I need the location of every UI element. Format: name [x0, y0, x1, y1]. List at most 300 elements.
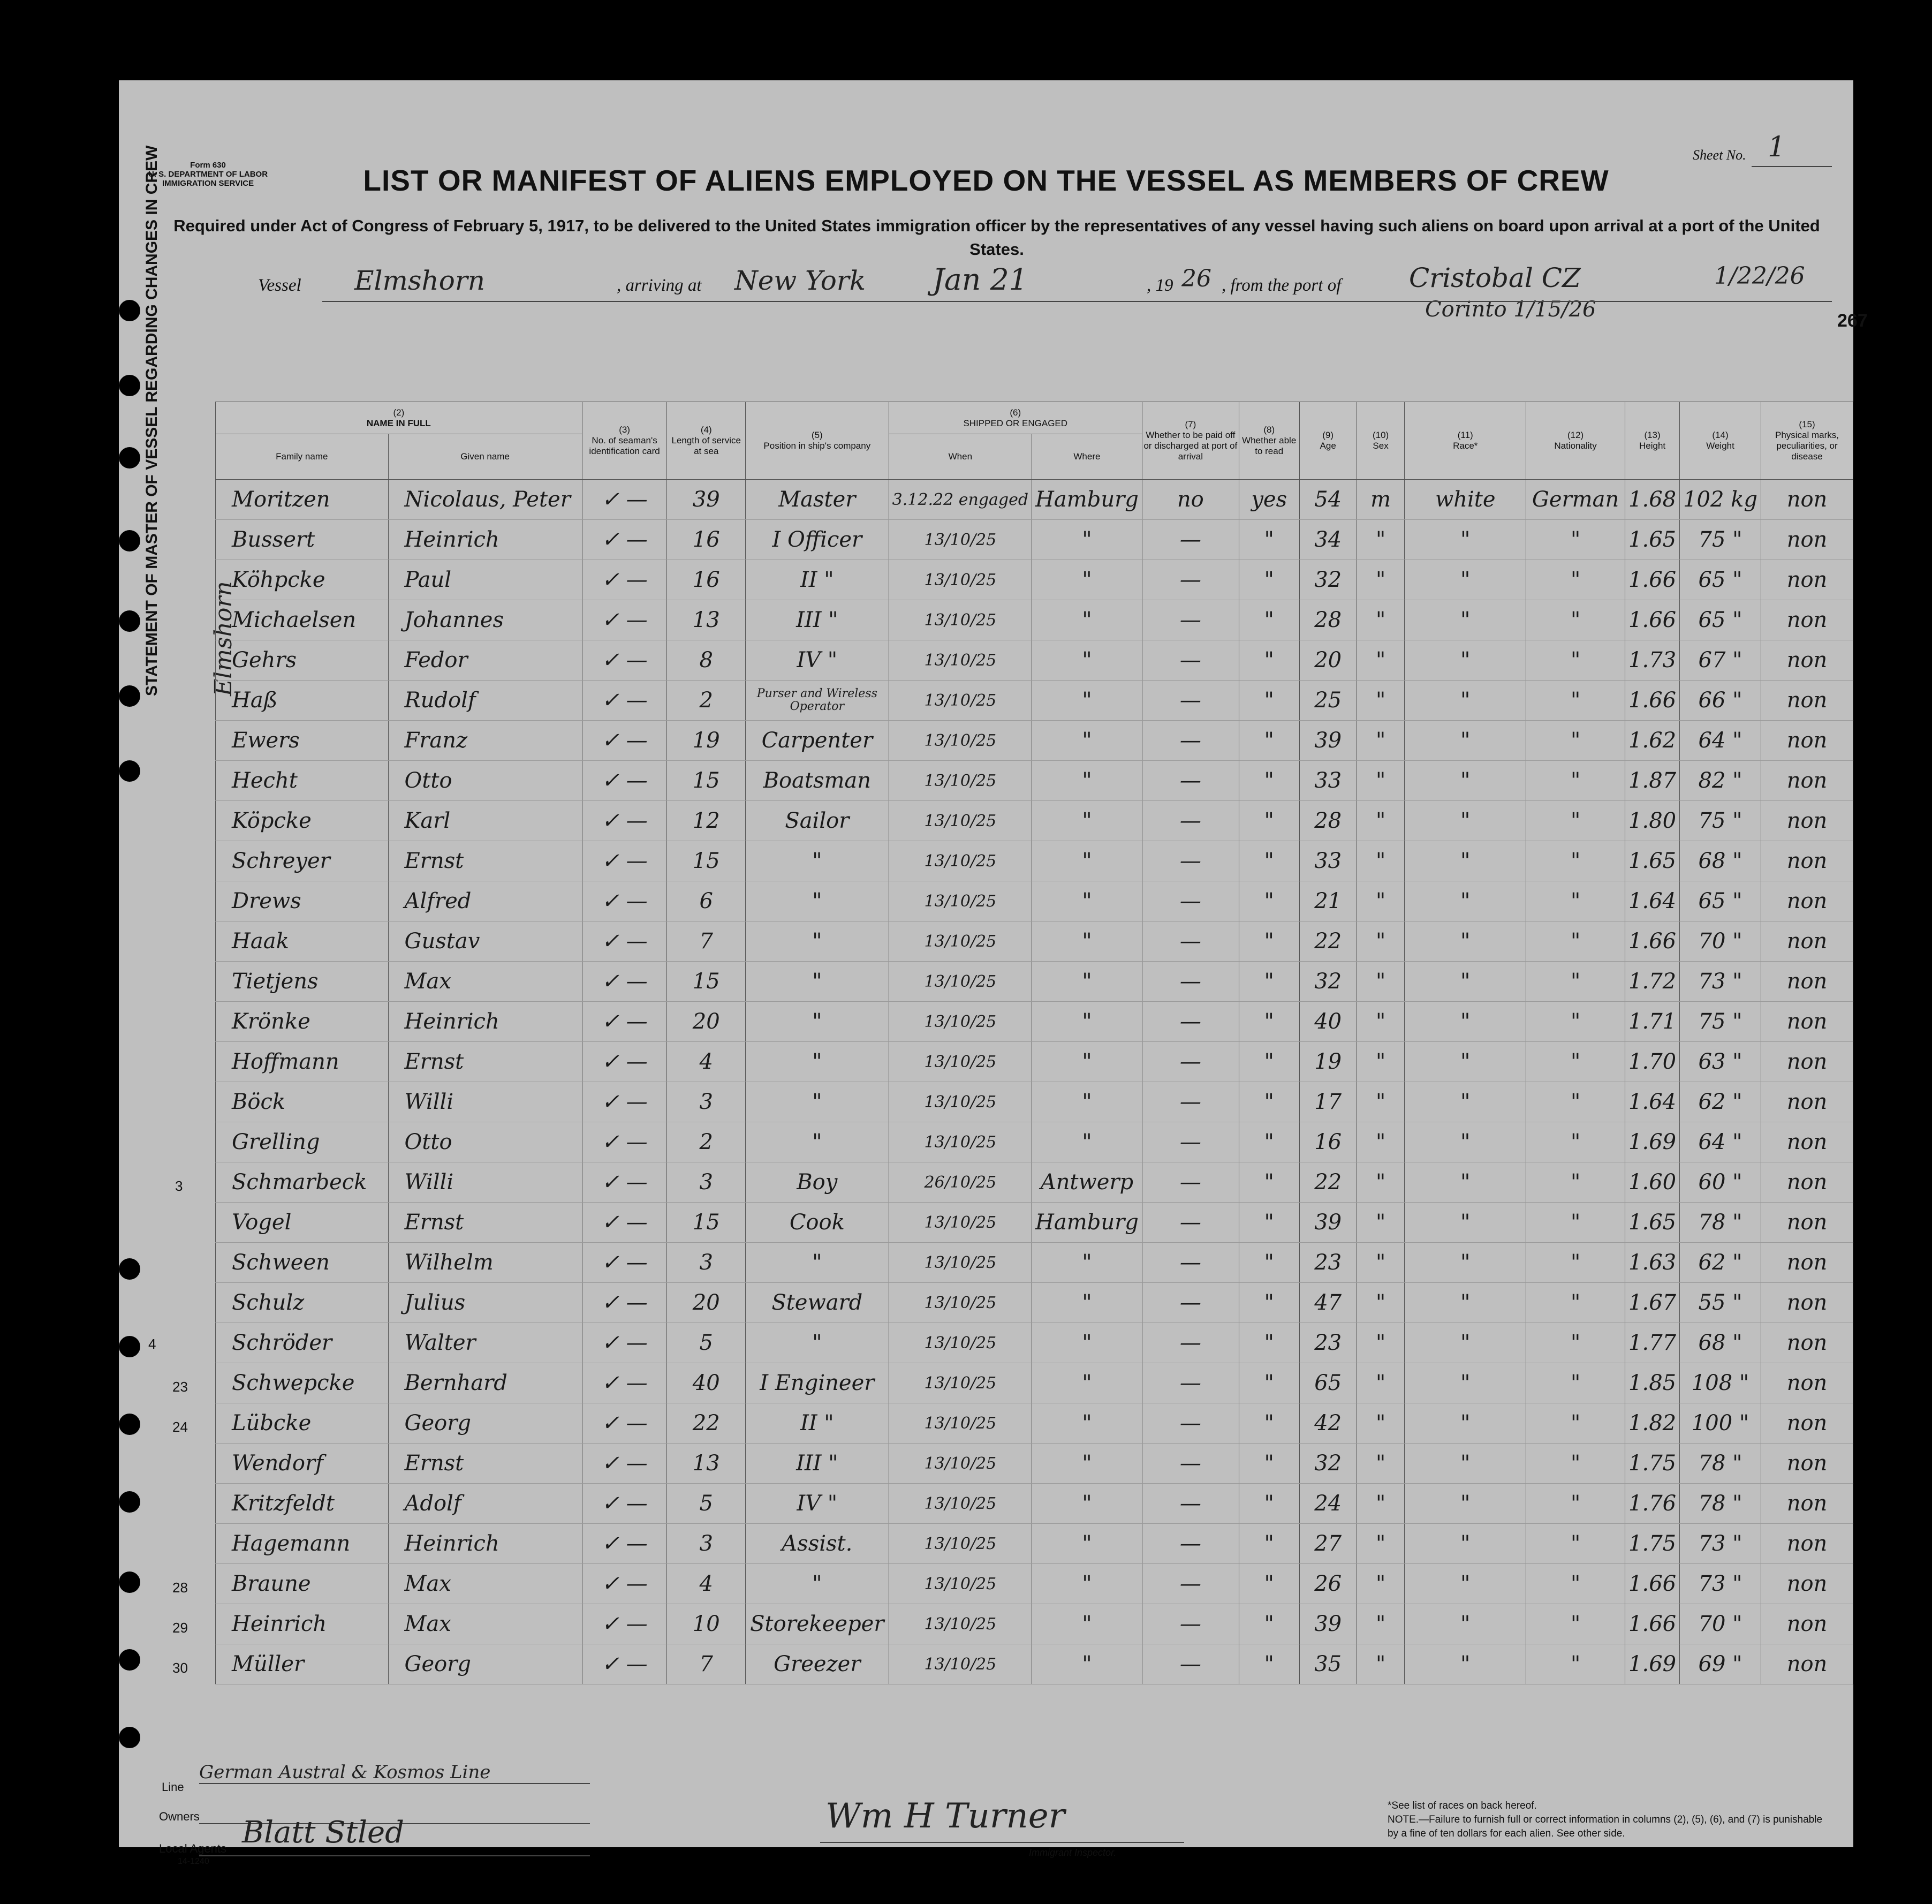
table-row [216, 1082, 1853, 1122]
weight-cell: 68 " [1680, 841, 1761, 881]
given-name-cell: Paul [388, 560, 582, 600]
sex-cell: " [1357, 1444, 1405, 1484]
position-cell: " [745, 921, 889, 962]
family-name-cell: Haß [216, 681, 389, 721]
service-length-cell: 3 [667, 1162, 746, 1203]
service-length-cell: 2 [667, 1122, 746, 1162]
form-number: Form 630 [190, 161, 226, 170]
sex-cell: " [1357, 1564, 1405, 1604]
header-nationality: Nationality [1554, 441, 1597, 451]
race-cell: " [1405, 1564, 1526, 1604]
table-row [216, 640, 1853, 681]
weight-cell: 75 " [1680, 801, 1761, 841]
able-to-read-cell: " [1239, 1243, 1299, 1283]
race-cell: " [1405, 1403, 1526, 1444]
given-name-cell: Walter [388, 1323, 582, 1363]
family-name-cell: Gehrs [216, 640, 389, 681]
nationality-cell: " [1526, 921, 1625, 962]
id-card-cell: ✓ — [582, 1203, 667, 1243]
id-card-cell: ✓ — [582, 721, 667, 761]
age-cell: 23 [1299, 1243, 1357, 1283]
nationality-cell: German [1526, 480, 1625, 520]
race-cell: " [1405, 1644, 1526, 1684]
position-cell: " [745, 1002, 889, 1042]
table-row [216, 560, 1853, 600]
age-cell: 65 [1299, 1363, 1357, 1403]
family-name-cell: Moritzen [216, 480, 389, 520]
paid-off-cell: — [1142, 681, 1239, 721]
service-length-cell: 22 [667, 1403, 746, 1444]
family-name-cell: Bussert [216, 520, 389, 560]
sex-cell: " [1357, 1524, 1405, 1564]
shipped-where-cell: " [1032, 841, 1142, 881]
col-number: (2) [393, 407, 405, 418]
sex-cell: " [1357, 1243, 1405, 1283]
header-when: When [889, 434, 1032, 480]
race-cell: " [1405, 1604, 1526, 1644]
weight-cell: 60 " [1680, 1162, 1761, 1203]
weight-cell: 73 " [1680, 1524, 1761, 1564]
height-cell: 1.65 [1625, 1203, 1680, 1243]
shipped-when-cell: 13/10/25 [889, 600, 1032, 640]
given-name-cell: Bernhard [388, 1363, 582, 1403]
weight-cell: 64 " [1680, 1122, 1761, 1162]
id-card-cell: ✓ — [582, 1323, 667, 1363]
weight-cell: 69 " [1680, 1644, 1761, 1684]
able-to-read-cell: " [1239, 1484, 1299, 1524]
paid-off-cell: — [1142, 881, 1239, 921]
nationality-cell: " [1526, 1604, 1625, 1644]
table-row [216, 881, 1853, 921]
shipped-where-cell: " [1032, 761, 1142, 801]
shipped-where-cell: " [1032, 881, 1142, 921]
table-row [216, 1122, 1853, 1162]
position-cell: " [745, 962, 889, 1002]
height-cell: 1.75 [1625, 1444, 1680, 1484]
family-name-cell: Hagemann [216, 1524, 389, 1564]
height-cell: 1.70 [1625, 1042, 1680, 1082]
nationality-cell: " [1526, 1122, 1625, 1162]
shipped-where-cell: " [1032, 1283, 1142, 1323]
header-given-name: Given name [388, 434, 582, 480]
position-cell: " [745, 1122, 889, 1162]
form-subtitle: Required under Act of Congress of February 5, 1917, to be delivered to the United States immigration officer by the representatives of any vessel having such aliens on board upon arrival at a port of the United States. [173, 216, 1820, 259]
position-cell: IV " [745, 640, 889, 681]
table-row [216, 761, 1853, 801]
able-to-read-cell: " [1239, 1283, 1299, 1323]
col-number: (4) [700, 425, 712, 435]
race-cell: " [1405, 1002, 1526, 1042]
family-name-cell: Heinrich [216, 1604, 389, 1644]
race-cell: " [1405, 1243, 1526, 1283]
shipped-where-cell: " [1032, 640, 1142, 681]
nationality-cell: " [1526, 1203, 1625, 1243]
shipped-when-cell: 13/10/25 [889, 721, 1032, 761]
table-row [216, 1444, 1853, 1484]
department-name: U. S. DEPARTMENT OF LABOR [148, 170, 268, 179]
service-length-cell: 12 [667, 801, 746, 841]
sex-cell: " [1357, 560, 1405, 600]
age-cell: 33 [1299, 841, 1357, 881]
nationality-cell: " [1526, 1524, 1625, 1564]
service-length-cell: 4 [667, 1564, 746, 1604]
punch-hole [119, 530, 140, 551]
table-row [216, 1524, 1853, 1564]
position-cell: " [745, 1042, 889, 1082]
shipped-where-cell: " [1032, 1082, 1142, 1122]
id-card-cell: ✓ — [582, 1363, 667, 1403]
able-to-read-cell: " [1239, 1323, 1299, 1363]
position-cell: Boatsman [745, 761, 889, 801]
header-where: Where [1032, 434, 1142, 480]
physical-marks-cell: non [1761, 801, 1853, 841]
height-cell: 1.66 [1625, 1564, 1680, 1604]
nationality-cell: " [1526, 1243, 1625, 1283]
able-to-read-cell: " [1239, 1363, 1299, 1403]
shipped-where-cell: " [1032, 1644, 1142, 1684]
nationality-cell: " [1526, 1082, 1625, 1122]
family-name-cell: Hoffmann [216, 1042, 389, 1082]
table-row [216, 1323, 1853, 1363]
shipped-when-cell: 13/10/25 [889, 520, 1032, 560]
physical-marks-cell: non [1761, 560, 1853, 600]
punch-hole [119, 1649, 140, 1671]
shipped-where-cell: " [1032, 560, 1142, 600]
height-cell: 1.62 [1625, 721, 1680, 761]
height-cell: 1.66 [1625, 681, 1680, 721]
table-row [216, 1162, 1853, 1203]
physical-marks-cell: non [1761, 1203, 1853, 1243]
id-card-cell: ✓ — [582, 1524, 667, 1564]
able-to-read-cell: " [1239, 1524, 1299, 1564]
able-to-read-cell: " [1239, 1604, 1299, 1644]
shipped-when-cell: 13/10/25 [889, 560, 1032, 600]
given-name-cell: Nicolaus, Peter [388, 480, 582, 520]
service-length-cell: 13 [667, 600, 746, 640]
position-cell: " [745, 1082, 889, 1122]
sex-cell: " [1357, 962, 1405, 1002]
nationality-cell: " [1526, 600, 1625, 640]
col-number: (14) [1712, 430, 1729, 440]
paid-off-cell: — [1142, 1323, 1239, 1363]
header-id-card: No. of seaman's identification card [589, 435, 660, 456]
physical-marks-cell: non [1761, 520, 1853, 560]
race-cell: " [1405, 721, 1526, 761]
age-cell: 47 [1299, 1283, 1357, 1323]
service-length-cell: 8 [667, 640, 746, 681]
shipped-when-cell: 13/10/25 [889, 1403, 1032, 1444]
table-row [216, 1283, 1853, 1323]
family-name-cell: Kritzfeldt [216, 1484, 389, 1524]
able-to-read-cell: " [1239, 560, 1299, 600]
table-row [216, 480, 1853, 520]
height-cell: 1.76 [1625, 1484, 1680, 1524]
able-to-read-cell: " [1239, 681, 1299, 721]
able-to-read-cell: " [1239, 962, 1299, 1002]
nationality-cell: " [1526, 681, 1625, 721]
height-cell: 1.60 [1625, 1162, 1680, 1203]
row-number-label: 4 [148, 1336, 156, 1352]
nationality-cell: " [1526, 721, 1625, 761]
col-number: (5) [811, 430, 823, 440]
height-cell: 1.66 [1625, 1604, 1680, 1644]
given-name-cell: Max [388, 1604, 582, 1644]
table-row [216, 1042, 1853, 1082]
id-card-cell: ✓ — [582, 1484, 667, 1524]
physical-marks-cell: non [1761, 881, 1853, 921]
service-length-cell: 19 [667, 721, 746, 761]
paid-off-cell: — [1142, 1363, 1239, 1403]
sex-cell: " [1357, 520, 1405, 560]
id-card-cell: ✓ — [582, 1444, 667, 1484]
id-card-cell: ✓ — [582, 1283, 667, 1323]
shipped-when-cell: 13/10/25 [889, 1444, 1032, 1484]
sex-cell: " [1357, 1323, 1405, 1363]
able-to-read-cell: " [1239, 640, 1299, 681]
age-cell: 17 [1299, 1082, 1357, 1122]
paid-off-cell: — [1142, 640, 1239, 681]
header-position: Position in ship's company [763, 441, 871, 451]
family-name-cell: Vogel [216, 1203, 389, 1243]
shipped-where-cell: " [1032, 520, 1142, 560]
position-cell: " [745, 841, 889, 881]
physical-marks-cell: non [1761, 1002, 1853, 1042]
given-name-cell: Willi [388, 1162, 582, 1203]
sex-cell: " [1357, 1363, 1405, 1403]
weight-cell: 65 " [1680, 600, 1761, 640]
weight-cell: 62 " [1680, 1082, 1761, 1122]
family-name-cell: Schulz [216, 1283, 389, 1323]
position-cell: I Engineer [745, 1363, 889, 1403]
nationality-cell: " [1526, 1564, 1625, 1604]
col-number: (3) [619, 425, 630, 435]
sex-cell: " [1357, 721, 1405, 761]
position-cell: Greezer [745, 1644, 889, 1684]
able-to-read-cell: " [1239, 881, 1299, 921]
arrival-date: Jan 21 [933, 262, 1028, 297]
table-row [216, 600, 1853, 640]
weight-cell: 78 " [1680, 1484, 1761, 1524]
physical-marks-cell: non [1761, 761, 1853, 801]
physical-marks-cell: non [1761, 1524, 1853, 1564]
position-cell: Boy [745, 1162, 889, 1203]
position-cell: II " [745, 560, 889, 600]
given-name-cell: Otto [388, 1122, 582, 1162]
service-length-cell: 7 [667, 1644, 746, 1684]
age-cell: 32 [1299, 560, 1357, 600]
sex-cell: " [1357, 801, 1405, 841]
given-name-cell: Heinrich [388, 1524, 582, 1564]
weight-cell: 55 " [1680, 1283, 1761, 1323]
age-cell: 22 [1299, 1162, 1357, 1203]
height-cell: 1.63 [1625, 1243, 1680, 1283]
physical-marks-cell: non [1761, 480, 1853, 520]
sheet-number-value: 1 [1768, 131, 1786, 163]
table-row [216, 1203, 1853, 1243]
able-to-read-cell: " [1239, 921, 1299, 962]
given-name-cell: Adolf [388, 1484, 582, 1524]
shipped-where-cell: " [1032, 1243, 1142, 1283]
physical-marks-cell: non [1761, 1403, 1853, 1444]
height-cell: 1.65 [1625, 520, 1680, 560]
shipped-when-cell: 13/10/25 [889, 841, 1032, 881]
table-row [216, 721, 1853, 761]
family-name-cell: Grelling [216, 1122, 389, 1162]
age-cell: 28 [1299, 600, 1357, 640]
col-number: (11) [1457, 430, 1473, 440]
given-name-cell: Julius [388, 1283, 582, 1323]
position-cell: " [745, 1323, 889, 1363]
able-to-read-cell: " [1239, 1042, 1299, 1082]
vessel-name: Elmshorn [354, 265, 485, 296]
header-physical-marks: Physical marks, peculiarities, or disease [1775, 430, 1839, 462]
footnote-races: *See list of races on back hereof. [1388, 1800, 1537, 1811]
race-cell: " [1405, 681, 1526, 721]
row-number-label: 28 [172, 1580, 188, 1596]
id-card-cell: ✓ — [582, 841, 667, 881]
shipped-when-cell: 13/10/25 [889, 1203, 1032, 1243]
race-cell: " [1405, 1484, 1526, 1524]
header-able-to-read: Whether able to read [1242, 435, 1297, 456]
age-cell: 32 [1299, 962, 1357, 1002]
shipped-when-cell: 13/10/25 [889, 1323, 1032, 1363]
paid-off-cell: no [1142, 480, 1239, 520]
table-row [216, 1363, 1853, 1403]
row-number-label: 30 [172, 1660, 188, 1676]
weight-cell: 62 " [1680, 1243, 1761, 1283]
physical-marks-cell: non [1761, 1283, 1853, 1323]
shipped-where-cell: " [1032, 1403, 1142, 1444]
physical-marks-cell: non [1761, 1604, 1853, 1644]
physical-marks-cell: non [1761, 962, 1853, 1002]
paid-off-cell: — [1142, 801, 1239, 841]
position-cell: " [745, 881, 889, 921]
sex-cell: " [1357, 1283, 1405, 1323]
family-name-cell: Braune [216, 1564, 389, 1604]
physical-marks-cell: non [1761, 1484, 1853, 1524]
physical-marks-cell: non [1761, 1323, 1853, 1363]
nationality-cell: " [1526, 520, 1625, 560]
service-length-cell: 3 [667, 1243, 746, 1283]
position-cell: Carpenter [745, 721, 889, 761]
service-length-cell: 5 [667, 1323, 746, 1363]
sex-cell: " [1357, 1604, 1405, 1644]
sex-cell: m [1357, 480, 1405, 520]
able-to-read-cell: " [1239, 520, 1299, 560]
nationality-cell: " [1526, 1162, 1625, 1203]
able-to-read-cell: " [1239, 1644, 1299, 1684]
race-cell: " [1405, 640, 1526, 681]
given-name-cell: Franz [388, 721, 582, 761]
height-cell: 1.66 [1625, 560, 1680, 600]
punch-hole [119, 610, 140, 632]
shipped-where-cell: " [1032, 1363, 1142, 1403]
given-name-cell: Ernst [388, 1042, 582, 1082]
age-cell: 42 [1299, 1403, 1357, 1444]
paid-off-cell: — [1142, 1283, 1239, 1323]
punch-hole [119, 1336, 140, 1357]
paid-off-cell: — [1142, 600, 1239, 640]
shipped-where-cell: Hamburg [1032, 1203, 1142, 1243]
shipped-when-cell: 13/10/25 [889, 1283, 1032, 1323]
inspector-line [820, 1842, 1184, 1843]
shipped-where-cell: " [1032, 1444, 1142, 1484]
punch-hole [119, 447, 140, 469]
paid-off-cell: — [1142, 1002, 1239, 1042]
able-to-read-cell: " [1239, 1082, 1299, 1122]
arriving-label: , arriving at [617, 276, 702, 295]
paid-off-cell: — [1142, 520, 1239, 560]
height-cell: 1.64 [1625, 1082, 1680, 1122]
table-row [216, 681, 1853, 721]
shipped-when-cell: 3.12.22 engaged [889, 480, 1032, 520]
family-name-cell: Ewers [216, 721, 389, 761]
shipped-when-cell: 13/10/25 [889, 640, 1032, 681]
family-name-cell: Haak [216, 921, 389, 962]
punch-hole [119, 760, 140, 782]
physical-marks-cell: non [1761, 841, 1853, 881]
shipped-where-cell: " [1032, 1002, 1142, 1042]
position-cell: III " [745, 600, 889, 640]
position-cell: Purser and Wireless Operator [745, 681, 889, 721]
physical-marks-cell: non [1761, 921, 1853, 962]
family-name-cell: Drews [216, 881, 389, 921]
able-to-read-cell: " [1239, 600, 1299, 640]
service-length-cell: 40 [667, 1363, 746, 1403]
vessel-label: Vessel [258, 276, 301, 295]
year-prefix: , 19 [1147, 276, 1173, 295]
id-card-cell: ✓ — [582, 921, 667, 962]
height-cell: 1.69 [1625, 1644, 1680, 1684]
sex-cell: " [1357, 761, 1405, 801]
header-family-name: Family name [216, 434, 389, 480]
id-card-cell: ✓ — [582, 1082, 667, 1122]
height-cell: 1.65 [1625, 841, 1680, 881]
race-cell: " [1405, 1283, 1526, 1323]
age-cell: 40 [1299, 1002, 1357, 1042]
height-cell: 1.66 [1625, 921, 1680, 962]
header-name-in-full: NAME IN FULL [366, 418, 431, 428]
given-name-cell: Karl [388, 801, 582, 841]
weight-cell: 78 " [1680, 1203, 1761, 1243]
nationality-cell: " [1526, 1002, 1625, 1042]
position-cell: II " [745, 1403, 889, 1444]
physical-marks-cell: non [1761, 1243, 1853, 1283]
service-length-cell: 7 [667, 921, 746, 962]
age-cell: 22 [1299, 921, 1357, 962]
given-name-cell: Georg [388, 1644, 582, 1684]
footnote-penalty: NOTE.—Failure to furnish full or correct information in columns (2), (5), (6), and (7) is punishable by a fine of ten dollars for each alien. See other side. [1388, 1814, 1823, 1839]
weight-cell: 78 " [1680, 1444, 1761, 1484]
weight-cell: 73 " [1680, 1564, 1761, 1604]
family-name-cell: Tietjens [216, 962, 389, 1002]
height-cell: 1.80 [1625, 801, 1680, 841]
race-cell: " [1405, 1082, 1526, 1122]
shipped-when-cell: 26/10/25 [889, 1162, 1032, 1203]
side-statement-title: STATEMENT OF MASTER OF VESSEL REGARDING CHANGES IN CREW [143, 145, 161, 696]
header-race: Race* [1453, 441, 1478, 451]
physical-marks-cell: non [1761, 1644, 1853, 1684]
race-cell: " [1405, 600, 1526, 640]
sheet-number-label: Sheet No. [1693, 147, 1746, 163]
paid-off-cell: — [1142, 1444, 1239, 1484]
given-name-cell: Fedor [388, 640, 582, 681]
age-cell: 23 [1299, 1323, 1357, 1363]
age-cell: 27 [1299, 1524, 1357, 1564]
punch-hole [119, 1571, 140, 1593]
given-name-cell: Willi [388, 1082, 582, 1122]
id-card-cell: ✓ — [582, 1042, 667, 1082]
